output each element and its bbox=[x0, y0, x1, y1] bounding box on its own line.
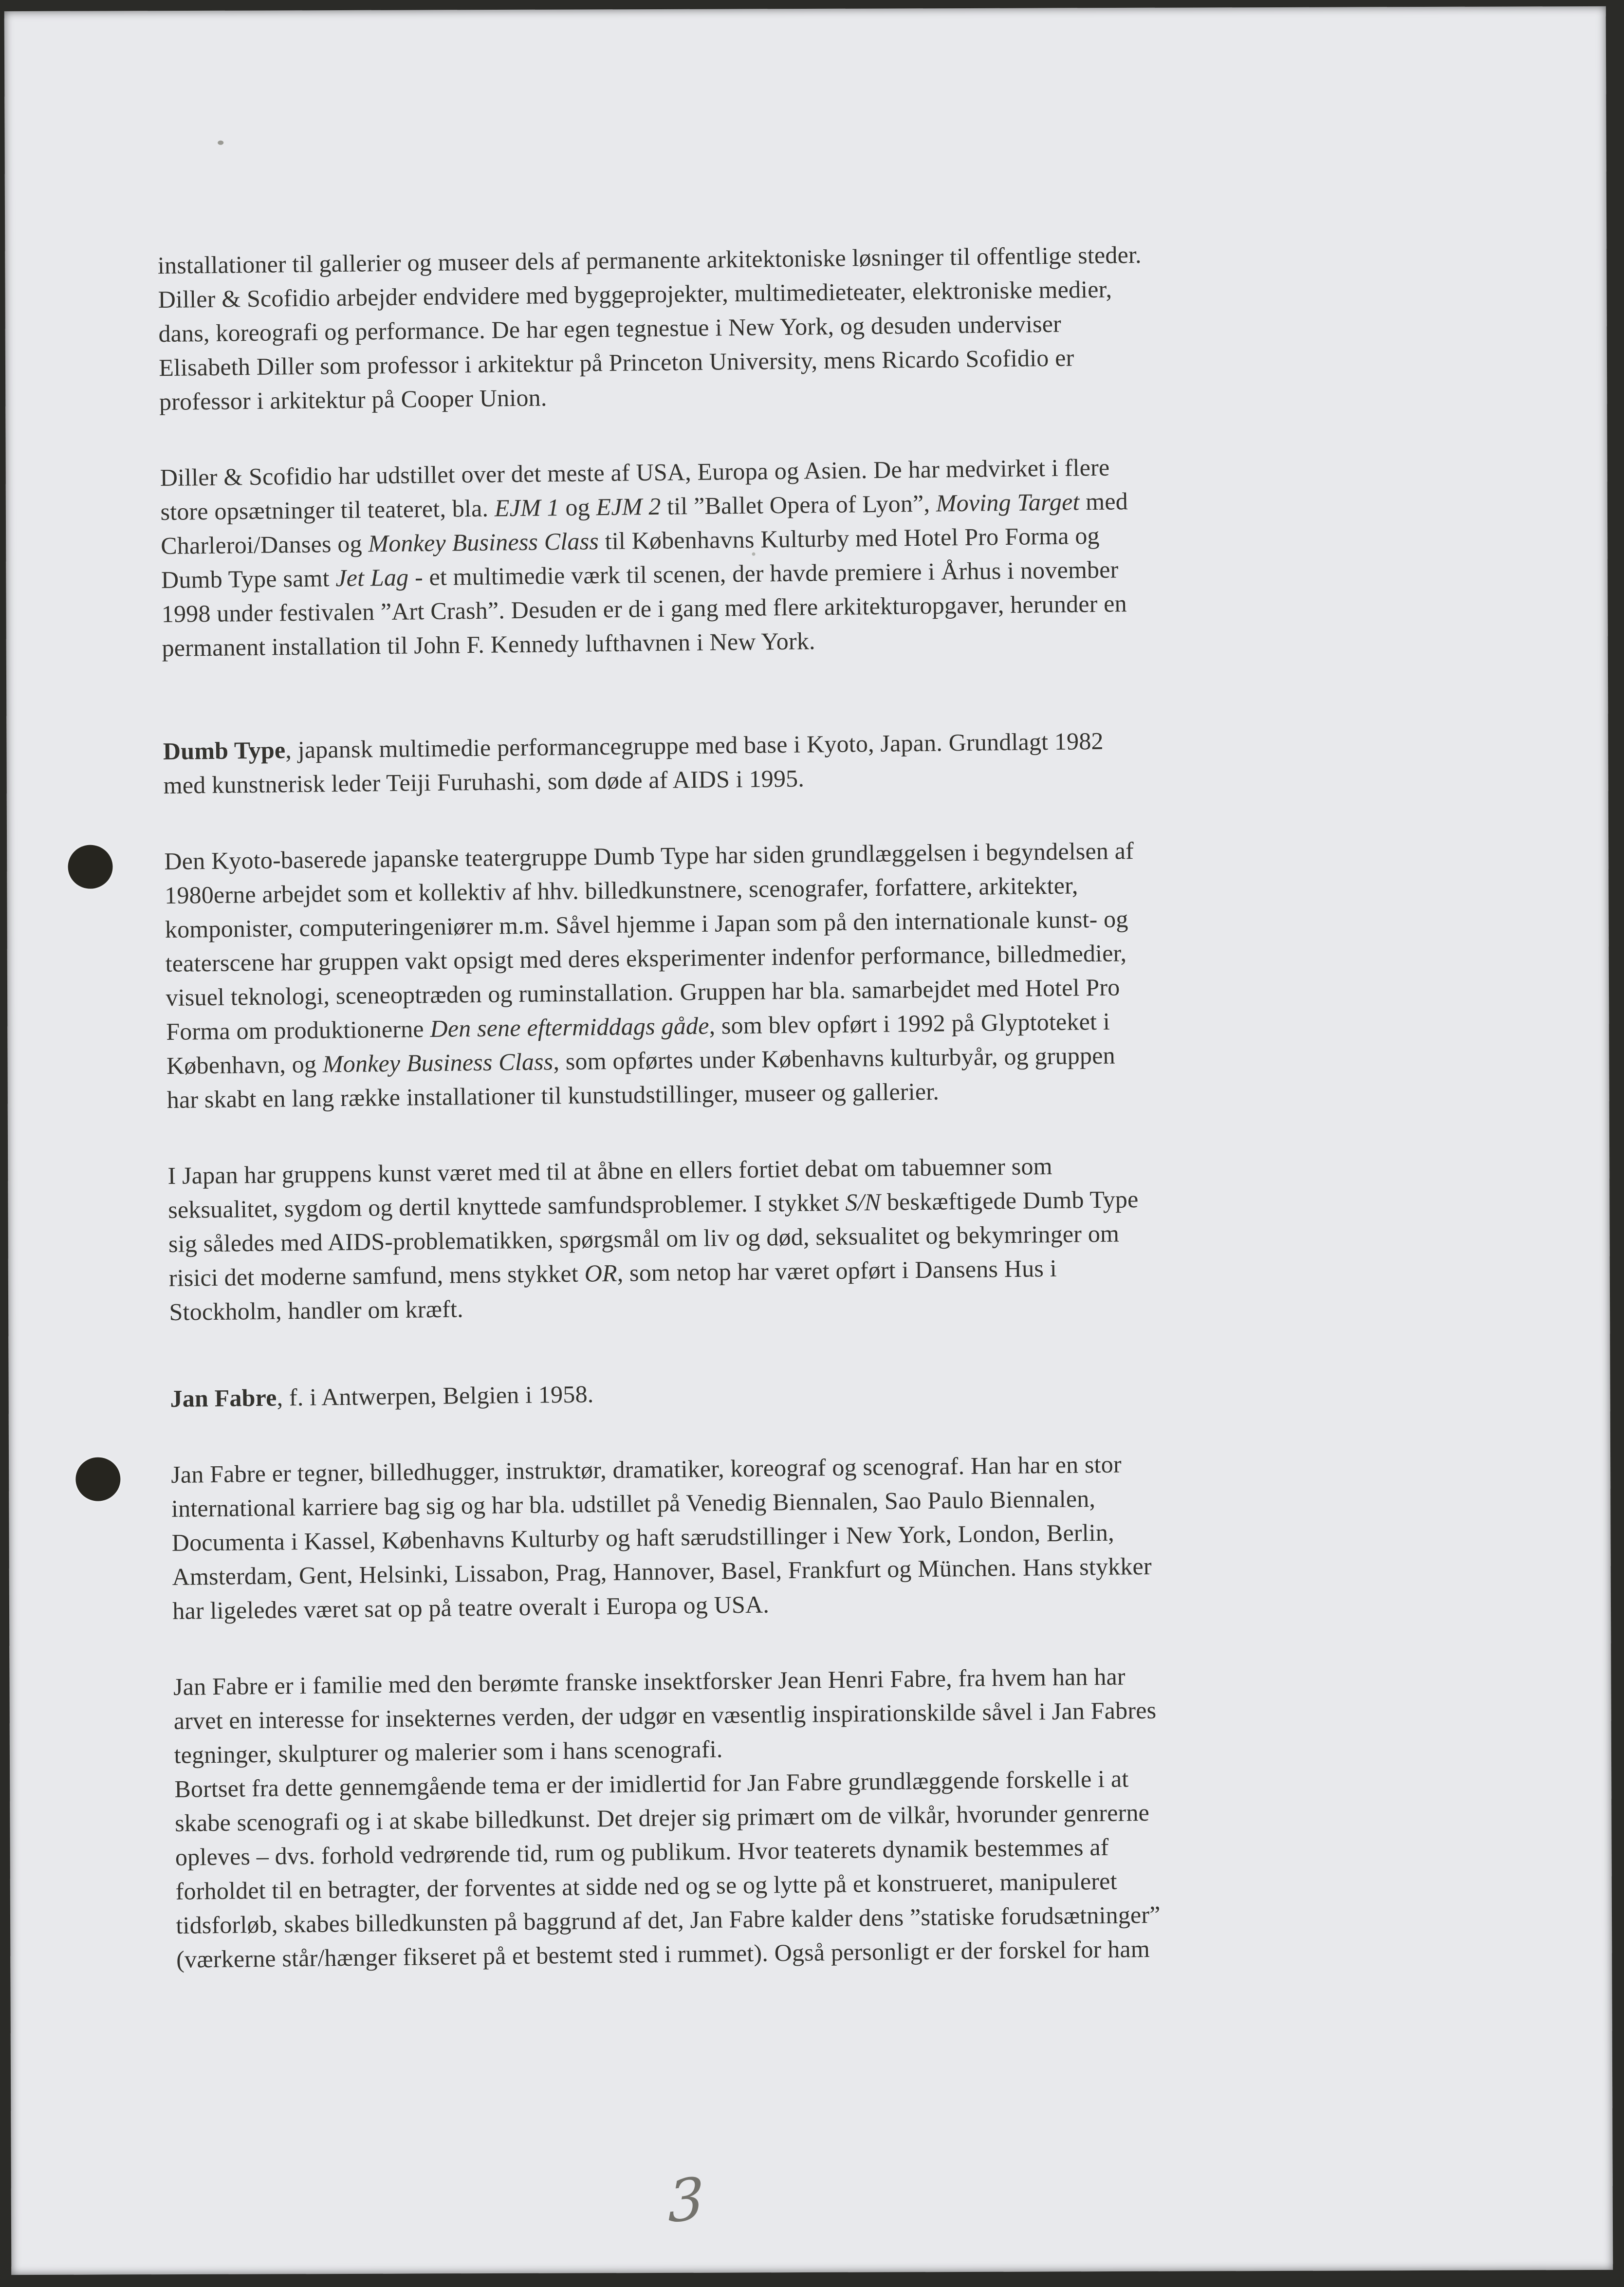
text-segment: OR bbox=[584, 1259, 618, 1287]
document-text bbox=[158, 234, 1530, 1976]
paragraph bbox=[171, 1442, 1526, 1628]
text-segment: arvet en interesse for insekternes verden, der udgør en væsentlig inspirationskilde såvel i Jan Fabres bbox=[173, 1696, 1157, 1734]
text-segment: sig således med AIDS-problematikken, spørgsmål om liv og død, seksualitet og bekymringer om bbox=[168, 1219, 1120, 1257]
paragraph bbox=[163, 719, 1517, 802]
text-segment: Diller & Scofidio arbejder endvidere med byggeprojekter, multimedieteater, elektroniske medier, bbox=[158, 275, 1112, 314]
scan-speck bbox=[218, 141, 223, 145]
text-segment: med bbox=[1079, 487, 1128, 516]
text-segment: tidsforløb, skabes billedkunsten på baggrund af det, Jan Fabre kalder dens ”statiske forudsætninger” bbox=[176, 1900, 1161, 1939]
hole-punch-top bbox=[68, 845, 113, 889]
text-segment: risici det moderne samfund, mens stykket bbox=[168, 1259, 585, 1291]
paragraph bbox=[158, 234, 1513, 419]
text-segment: Jan Fabre er i familie med den berømte franske insektforsker Jean Henri Fabre, fra hvem han har bbox=[173, 1662, 1126, 1700]
handwritten-page-number: 3 bbox=[667, 2164, 705, 2236]
hole-punch-bottom bbox=[75, 1457, 121, 1501]
paper-sheet bbox=[4, 6, 1613, 2275]
text-segment: komponister, computeringeniører m.m. Såvel hjemme i Japan som på den internationale kunst- og bbox=[165, 905, 1128, 943]
text-segment: store opsætninger til teateret, bla. bbox=[160, 494, 495, 526]
text-segment: Jan Fabre er tegner, billedhugger, instruktør, dramatiker, koreograf og scenograf. Han har en stor bbox=[170, 1450, 1122, 1488]
text-segment: Amsterdam, Gent, Helsinki, Lissabon, Prag, Hannover, Basel, Frankfurt og München. Hans stykker bbox=[172, 1552, 1152, 1590]
text-segment: professor i arkitektur på Cooper Union. bbox=[159, 384, 547, 416]
text-segment: Diller & Scofidio har udstillet over det meste af USA, Europa og Asien. De har medvirket i flere bbox=[160, 453, 1110, 492]
text-segment: Moving Target bbox=[936, 488, 1080, 517]
paragraph bbox=[164, 829, 1520, 1117]
text-segment: har ligeledes været sat op på teatre overalt i Europa og USA. bbox=[172, 1590, 770, 1624]
text-segment: Elisabeth Diller som professor i arkitektur på Princeton University, mens Ricardo Scofidio er bbox=[158, 344, 1074, 382]
text-segment: opleves – dvs. forhold vedrørende tid, rum og publikum. Hvor teaterets dynamik bestemmes af bbox=[175, 1833, 1109, 1871]
text-segment: Den sene eftermiddags gåde bbox=[430, 1012, 709, 1043]
text-segment: forholdet til en betragter, der forventes at sidde ned og se og lytte på et konstrueret, manipuleret bbox=[175, 1867, 1117, 1905]
text-segment: , som opførtes under Københavns kulturbyår, og gruppen bbox=[553, 1041, 1116, 1075]
text-segment: og bbox=[559, 493, 596, 521]
text-segment: Monkey Business Class bbox=[322, 1048, 554, 1078]
text-segment: til Københavns Kulturby med Hotel Pro Forma og bbox=[598, 521, 1100, 555]
text-segment: visuel teknologi, sceneoptræden og ruminstallation. Gruppen har bla. samarbejdet med Hotel Pro bbox=[166, 973, 1120, 1011]
text-segment: beskæftigede Dumb Type bbox=[880, 1185, 1139, 1216]
text-segment: seksualitet, sygdom og dertil knyttede samfundsproblemer. I stykket bbox=[168, 1188, 846, 1223]
text-segment: - et multimedie værk til scenen, der havde premiere i Århus i november bbox=[408, 555, 1119, 591]
text-segment: , som blev opført i 1992 på Glyptoteket i bbox=[709, 1007, 1110, 1039]
text-segment: permanent installation til John F. Kennedy lufthavnen i New York. bbox=[162, 627, 816, 662]
text-segment: 1980erne arbejdet som et kollektiv af hhv. billedkunstnere, scenografer, forfattere, arkitekter, bbox=[164, 871, 1078, 909]
text-segment: har skabt en lang række installationer til kunstudstillinger, museer og gallerier. bbox=[166, 1077, 940, 1113]
text-segment: Monkey Business Class bbox=[368, 527, 599, 557]
text-segment: til ”Ballet Opera of Lyon”, bbox=[661, 489, 937, 520]
text-segment: , japansk multimedie performancegruppe med base i Kyoto, Japan. Grundlagt 1982 bbox=[285, 727, 1104, 764]
text-segment: installationer til gallerier og museer dels af permanente arkitektoniske løsninger til offentlige steder. bbox=[157, 240, 1142, 279]
text-segment: Dumb Type bbox=[163, 736, 286, 765]
paragraph bbox=[170, 1366, 1524, 1416]
text-segment: Documenta i Kassel, Københavns Kulturby og haft særudstillinger i New York, London, Berlin, bbox=[171, 1518, 1115, 1556]
text-segment: København, og bbox=[166, 1050, 323, 1079]
text-segment: Den Kyoto-baserede japanske teatergruppe Dumb Type har siden grundlæggelsen i begyndelsen af bbox=[164, 837, 1134, 875]
text-segment: skabe scenografi og i at skabe billedkunst. Det drejer sig primært om de vilkår, hvorunder genrerne bbox=[174, 1798, 1150, 1837]
text-segment: Charleroi/Danses og bbox=[161, 530, 369, 560]
text-segment: 1998 under festivalen ”Art Crash”. Desuden er de i gang med flere arkitekturopgaver, herunder en bbox=[161, 590, 1127, 628]
text-segment: Bortset fra dette gennemgående tema er der imidlertid for Jan Fabre grundlæggende forskelle i at bbox=[174, 1765, 1129, 1803]
paragraph bbox=[160, 445, 1515, 665]
text-segment: EJM 1 bbox=[494, 494, 560, 522]
paragraph bbox=[167, 1144, 1523, 1329]
text-segment: , som netop har været opført i Dansens Hus i bbox=[617, 1254, 1057, 1287]
text-segment: Dumb Type samt bbox=[161, 564, 336, 594]
text-segment: international karriere bag sig og har bla. udstillet på Venedig Biennalen, Sao Paulo Biennalen, bbox=[171, 1485, 1096, 1522]
text-segment: (værkerne står/hænger fikseret på et bestemt sted i rummet). Også personligt er der forskel for ham bbox=[176, 1935, 1150, 1973]
paragraph bbox=[173, 1655, 1530, 1976]
text-segment: Forma om produktionerne bbox=[166, 1015, 430, 1045]
text-segment: S/N bbox=[845, 1188, 881, 1216]
text-segment: , f. i Antwerpen, Belgien i 1958. bbox=[277, 1380, 594, 1411]
text-segment: EJM 2 bbox=[596, 492, 661, 521]
text-segment: med kunstnerisk leder Teiji Furuhashi, som døde af AIDS i 1995. bbox=[163, 764, 805, 799]
text-segment: teaterscene har gruppen vakt opsigt med deres eksperimenter indenfor performance, billedmedier, bbox=[165, 939, 1127, 977]
text-segment: Jan Fabre bbox=[170, 1383, 277, 1412]
text-segment: tegninger, skulpturer og malerier som i hans scenografi. bbox=[174, 1735, 723, 1769]
text-segment: I Japan har gruppens kunst været med til at åbne en ellers fortiet debat om tabuemner som bbox=[167, 1152, 1053, 1189]
text-segment: Jet Lag bbox=[335, 563, 409, 592]
text-segment: Stockholm, handler om kræft. bbox=[169, 1295, 464, 1326]
text-segment: dans, koreografi og performance. De har egen tegnestue i New York, og desuden underviser bbox=[158, 310, 1062, 348]
